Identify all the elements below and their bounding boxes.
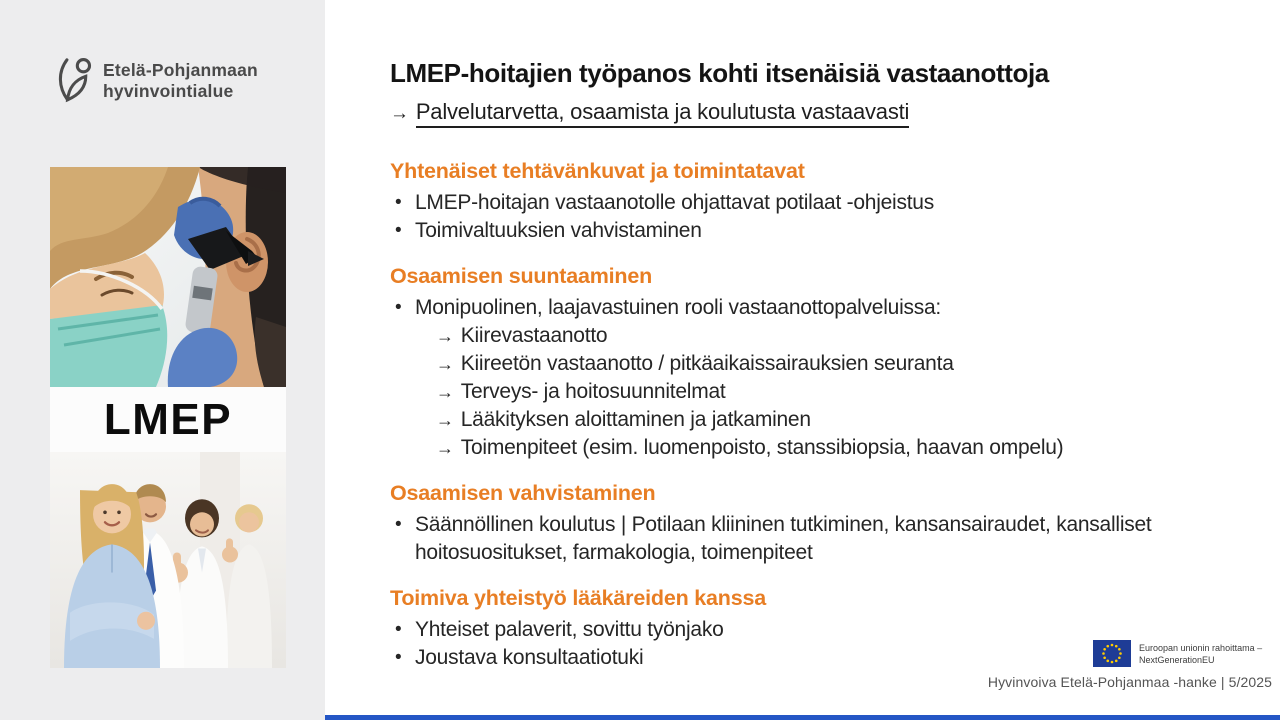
sub-item — [390, 378, 1250, 406]
arrow-icon: → — [436, 438, 454, 458]
section-heading: Osaamisen vahvistaminen — [390, 481, 656, 505]
section-heading: Osaamisen suuntaaminen — [390, 264, 653, 288]
arrow-icon: → — [436, 410, 454, 430]
sprout-logo-icon — [54, 56, 94, 106]
bullet-item: • Toimivaltuuksien vahvistaminen — [390, 217, 1250, 245]
eu-funding-line2: NextGenerationEU — [1139, 654, 1215, 665]
sub-item — [390, 406, 1250, 434]
section-heading: Toimiva yhteistyö lääkäreiden kanssa — [390, 586, 766, 610]
sidebar — [0, 0, 325, 720]
org-logo-line1: Etelä-Pohjanmaan — [103, 60, 258, 80]
slide-subtitle-text: Palvelutarvetta, osaamista ja koulutusta vastaavasti — [416, 99, 909, 128]
section-vahvistaminen — [390, 480, 1250, 567]
arrow-icon: → — [436, 382, 454, 402]
sub-item-text: Lääkityksen aloittaminen ja jatkaminen — [460, 408, 811, 431]
slide-content — [390, 58, 1250, 690]
slide-subtitle — [390, 97, 1250, 128]
eu-funding-text — [1139, 640, 1262, 666]
bullet-item: • Yhteiset palaverit, sovittu työnjako — [390, 616, 1250, 644]
section-tehtavankuvat — [390, 158, 1250, 245]
footer-project-label: Hyvinvoiva Etelä-Pohjanmaa -hanke | 5/2025 — [987, 674, 1272, 690]
arrow-icon: → — [436, 326, 454, 346]
eu-funding-line1: Euroopan unionin rahoittama – — [1139, 643, 1263, 653]
bullet-item: • LMEP-hoitajan vastaanotolle ohjattavat potilaat -ohjeistus — [390, 189, 1250, 217]
sub-item-text: Kiirevastaanotto — [460, 324, 608, 347]
bullet-item: • Joustava konsultaatiotuki — [390, 644, 1250, 672]
eu-funding-badge — [1093, 640, 1262, 667]
arrow-icon: → — [390, 103, 409, 124]
sub-item — [390, 322, 1250, 350]
bottom-accent-bar — [325, 715, 1280, 720]
otoscope-exam-photo — [50, 167, 286, 387]
sub-item-text: Toimenpiteet (esim. luomenpoisto, stanssibiopsia, haavan ompelu) — [460, 436, 1064, 459]
sub-item-text: Kiireetön vastaanotto / pitkäaikaissairauksien seuranta — [460, 352, 954, 375]
bullet-item: • Monipuolinen, laajavastuinen rooli vastaanottopalveluissa: — [390, 294, 1250, 322]
sub-item — [390, 434, 1250, 462]
org-logo — [54, 56, 258, 106]
section-suuntaaminen — [390, 263, 1250, 462]
eu-flag-icon — [1093, 640, 1131, 667]
sub-item-text: Terveys- ja hoitosuunnitelmat — [460, 380, 726, 403]
lmep-label: LMEP — [103, 394, 233, 444]
bullet-item: • Säännöllinen koulutus | Potilaan kliininen tutkiminen, kansansairaudet, kansalliset hoitosuositukset, farmakologia, toimenpiteet — [390, 511, 1250, 567]
care-team-photo — [50, 452, 286, 668]
slide-title: LMEP-hoitajien työpanos kohti itsenäisiä vastaanottoja — [390, 58, 1049, 88]
lmep-label-band — [50, 387, 286, 452]
section-heading: Yhtenäiset tehtävänkuvat ja toimintatavat — [390, 159, 805, 183]
arrow-icon: → — [436, 354, 454, 374]
sub-item — [390, 350, 1250, 378]
org-logo-text — [103, 60, 258, 102]
org-logo-line2: hyvinvointialue — [103, 81, 234, 101]
